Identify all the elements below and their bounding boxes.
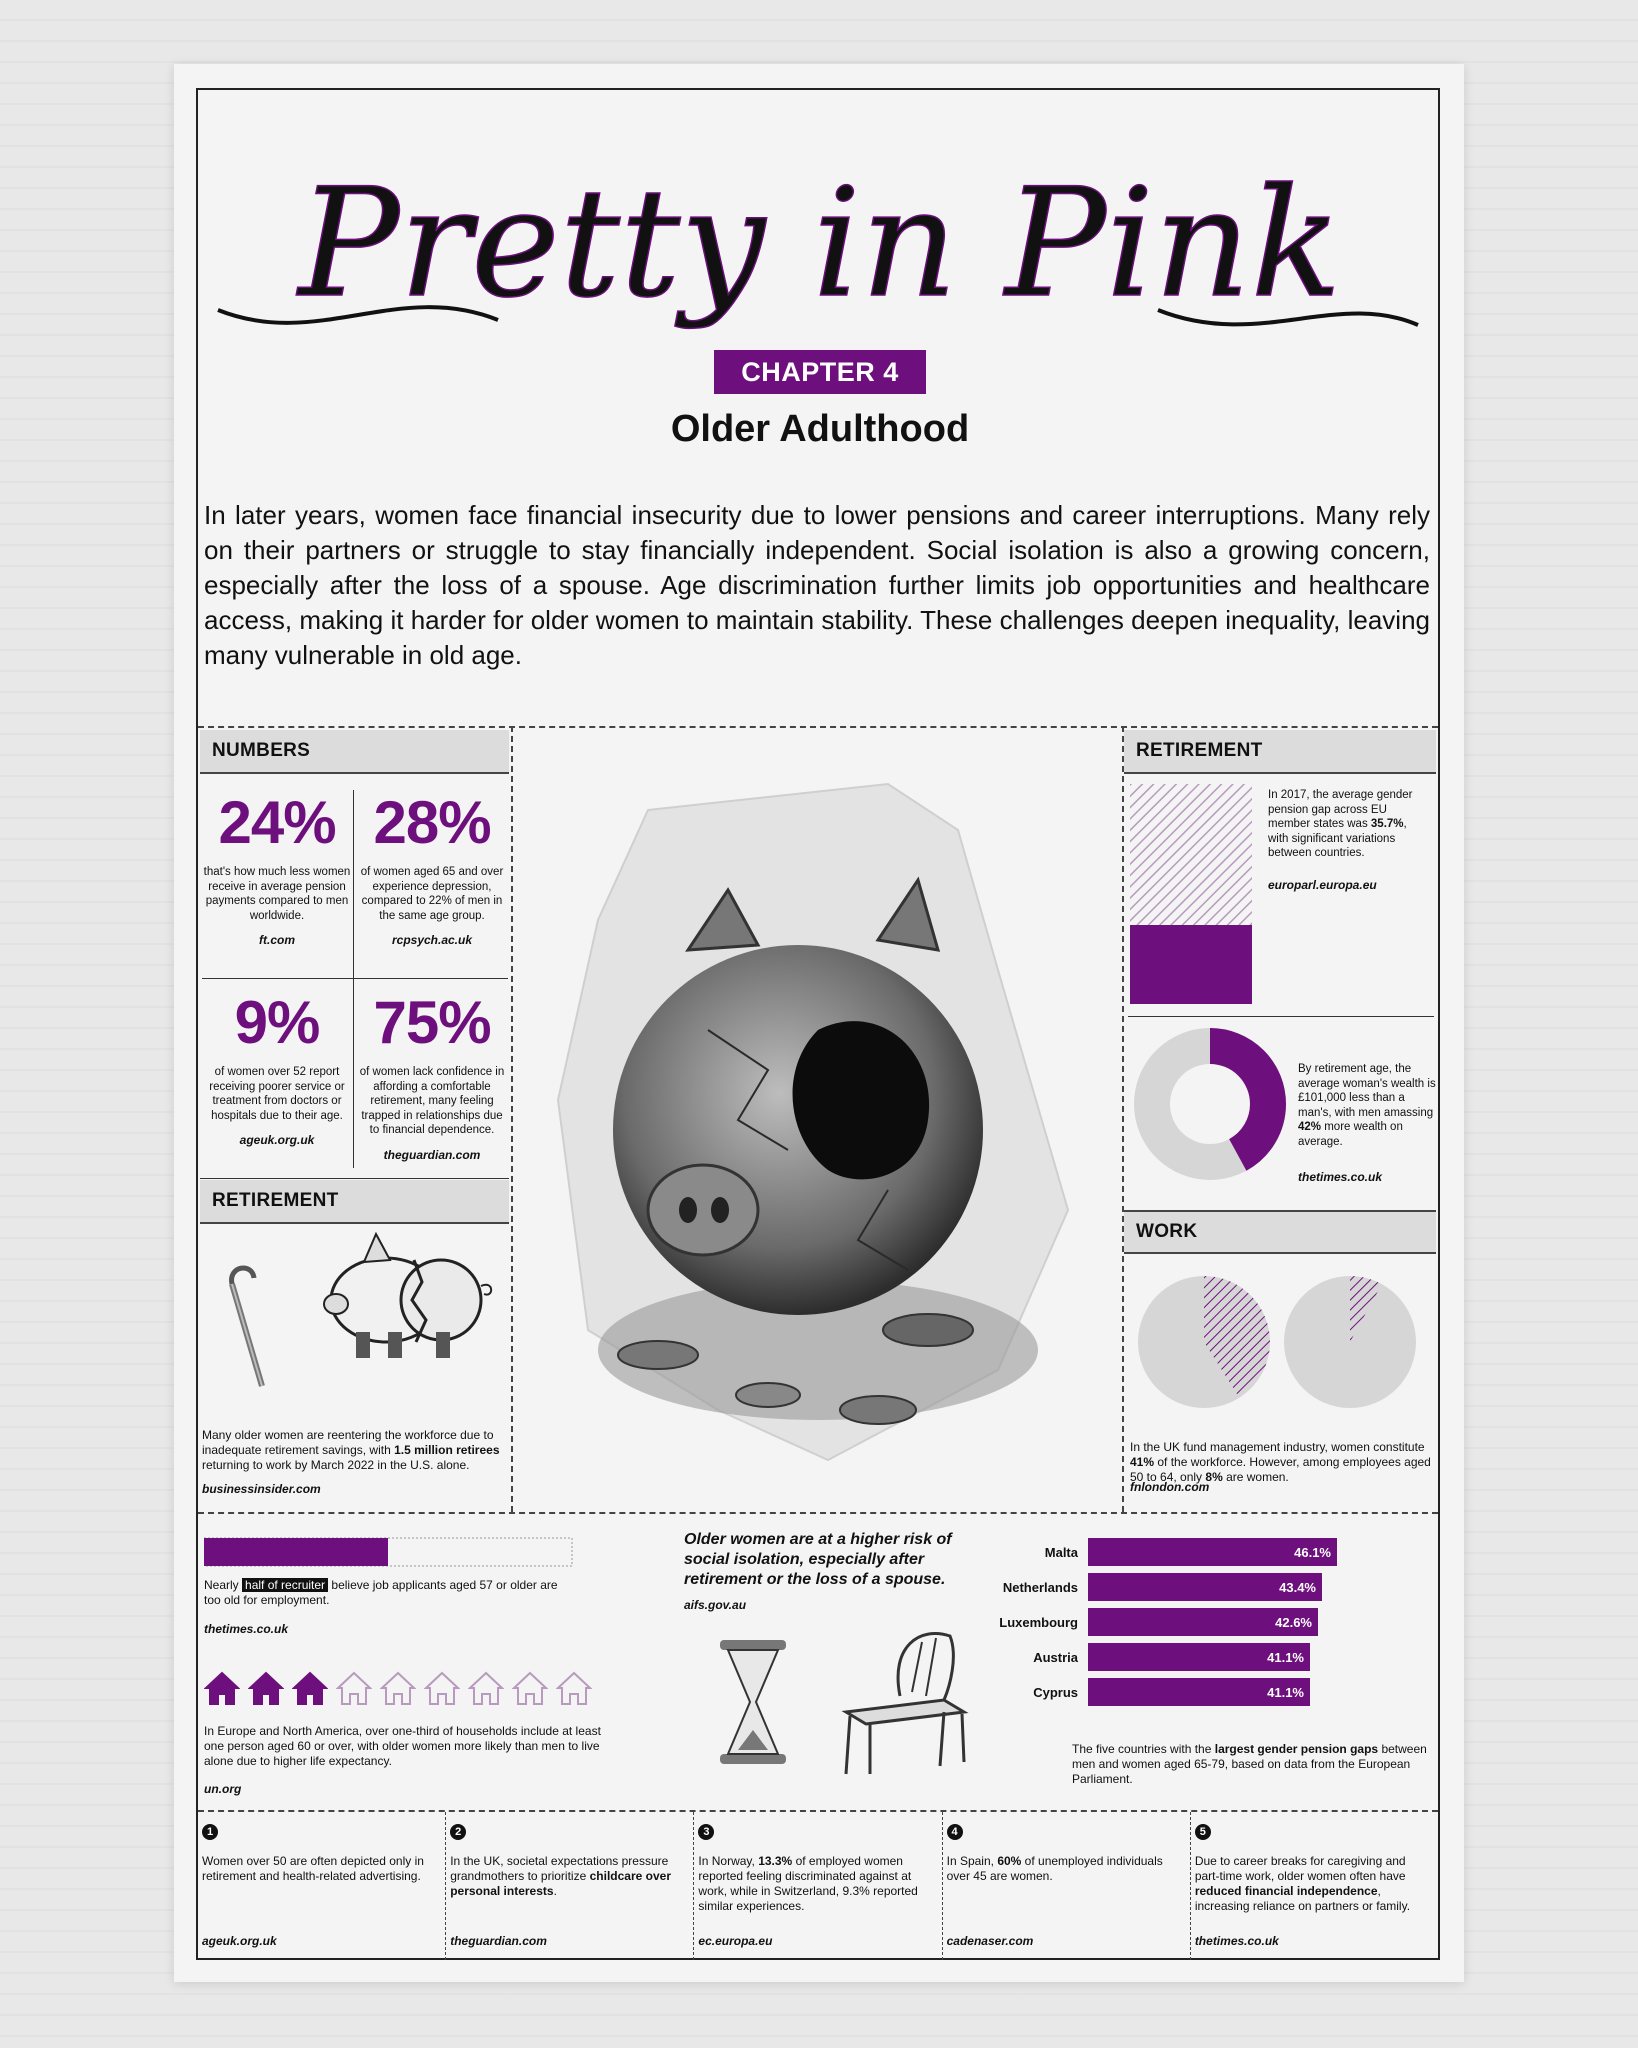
pension-gap-bar-chart	[988, 1538, 1428, 1713]
stat-value: 9%	[234, 989, 320, 1056]
divider	[1128, 1016, 1434, 1017]
divider	[202, 978, 508, 979]
fact-source: ageuk.org.uk	[202, 1934, 277, 1948]
broken-piggy-bank-icon	[316, 1220, 496, 1370]
stat-text: of women lack confidence in affording a comfortable retirement, many feeling trapped in relationships due to financial dependence.	[359, 1066, 505, 1136]
fact-card	[694, 1812, 942, 1960]
stat-card	[202, 988, 352, 1147]
bar: 43.4%	[1088, 1573, 1322, 1601]
fact-card	[446, 1812, 694, 1960]
bar: 46.1%	[1088, 1538, 1337, 1566]
stat-source: ft.com	[259, 933, 295, 947]
fact-source: theguardian.com	[450, 1934, 547, 1948]
retirement-right-heading: RETIREMENT	[1124, 730, 1436, 774]
recruiter-bar-fill	[204, 1538, 388, 1566]
house-outline-icon	[424, 1670, 460, 1706]
house-outline-icon	[556, 1670, 592, 1706]
cane-icon	[218, 1262, 278, 1392]
retirement-heading: RETIREMENT	[200, 1180, 509, 1224]
stat-source: rcpsych.ac.uk	[391, 933, 473, 947]
stat-value: 24%	[218, 789, 336, 856]
hourglass-icon	[718, 1638, 790, 1768]
chair-icon	[840, 1626, 970, 1776]
wealth-note: By retirement age, the average woman's wealth is £101,000 less than a man's, with men amassing 42% more wealth on average.	[1298, 1063, 1436, 1148]
pension-gap-source: europarl.europa.eu	[1268, 878, 1377, 892]
recruiter-note: Nearly half of recruiter believe job applicants aged 57 or older are too old for employment.	[204, 1578, 558, 1607]
fact-text: In Norway, 13.3% of employed women reported feeling discriminated against at work, while in Switzerland, 9.3% reported similar experiences.	[698, 1854, 918, 1913]
bar-category-label: Malta	[1044, 1544, 1078, 1560]
bar-row	[988, 1678, 1428, 1706]
fact-source: ec.europa.eu	[698, 1934, 773, 1948]
wealth-source: thetimes.co.uk	[1298, 1170, 1383, 1184]
work-heading: WORK	[1124, 1210, 1436, 1254]
retirement-source: businessinsider.com	[202, 1482, 321, 1496]
script-title-text: Pretty in Pink	[298, 157, 1342, 331]
fact-card	[198, 1812, 446, 1960]
fact-number-badge: 1	[202, 1824, 218, 1840]
pension-gap-chart-note: The five countries with the largest gender pension gaps between men and women aged 65-79, based on data from the European Parliament.	[1072, 1742, 1427, 1786]
bar-category-label: Luxembourg	[999, 1614, 1078, 1630]
fact-number-badge: 5	[1195, 1824, 1211, 1840]
bar-row	[988, 1608, 1428, 1636]
house-filled-icon	[292, 1670, 328, 1706]
retirement-note: Many older women are reentering the workforce due to inadequate retirement savings, with 1.5 million retirees returning to work by March 2022 in the U.S. alone.	[202, 1428, 500, 1472]
fact-source: cadenaser.com	[946, 1934, 1034, 1948]
recruiter-progress-bar	[204, 1536, 576, 1568]
stat-text: of women aged 65 and over experience depression, compared to 22% of men in the same age group.	[360, 866, 504, 922]
bar-row	[988, 1538, 1428, 1566]
bar-row	[988, 1643, 1428, 1671]
facts-row	[198, 1812, 1438, 1960]
fact-number-badge: 4	[947, 1824, 963, 1840]
fact-number-badge: 2	[450, 1824, 466, 1840]
fact-text: In the UK, societal expectations pressure grandmothers to prioritize childcare over personal interests.	[450, 1854, 671, 1898]
work-source: fnlondon.com	[1130, 1480, 1210, 1494]
bar: 41.1%	[1088, 1643, 1310, 1671]
recruiter-source: thetimes.co.uk	[204, 1622, 289, 1636]
house-outline-icon	[380, 1670, 416, 1706]
divider	[511, 726, 513, 1512]
wealth-donut-chart	[1132, 1026, 1288, 1182]
stat-value: 75%	[373, 989, 491, 1056]
broken-piggy-bank-photo	[528, 770, 1108, 1490]
stat-value: 28%	[373, 789, 491, 856]
pension-gap-fill	[1130, 925, 1252, 1004]
divider	[198, 726, 1438, 728]
house-filled-icon	[204, 1670, 240, 1706]
stat-source: ageuk.org.uk	[239, 1133, 315, 1147]
fact-text: In Spain, 60% of unemployed individuals over 45 are women.	[946, 1854, 1163, 1883]
page-title: Older Adulthood	[670, 408, 970, 450]
bar: 41.1%	[1088, 1678, 1310, 1706]
bar: 42.6%	[1088, 1608, 1318, 1636]
divider	[198, 1512, 1438, 1514]
chapter-badge: CHAPTER 4	[714, 350, 926, 394]
intro-paragraph: In later years, women face financial insecurity due to lower pensions and career interruptions. Many rely on their partners or struggle to stay financially independent. Social isolation is also a growing concern, especially after the loss of a spouse. Age discrimination further limits job opportunities and healthcare access, making it harder for older women to maintain stability. These challenges deepen inequality, leaving many vulnerable in old age.	[204, 500, 1430, 670]
house-filled-icon	[248, 1670, 284, 1706]
house-outline-icon	[336, 1670, 372, 1706]
script-title	[198, 110, 1442, 380]
poster-frame	[196, 88, 1440, 1960]
stat-card	[202, 788, 352, 947]
divider	[353, 790, 354, 1168]
bar-row	[988, 1573, 1428, 1601]
work-note: In the UK fund management industry, women constitute 41% of the workforce. However, among employees aged 50 to 64, only 8% are women.	[1130, 1440, 1431, 1484]
fact-text: Women over 50 are often depicted only in retirement and health-related advertising.	[202, 1854, 424, 1883]
fact-number-badge: 3	[698, 1824, 714, 1840]
poster-sheet	[174, 64, 1464, 1982]
fact-card	[1191, 1812, 1438, 1960]
stat-card	[356, 788, 508, 947]
fact-text: Due to career breaks for caregiving and part-time work, older women often have reduced financial independence, increasing reliance on partners or family.	[1194, 1854, 1411, 1913]
pension-gap-note: In 2017, the average gender pension gap across EU member states was 35.7%, with significant variations between countries.	[1268, 789, 1413, 859]
bar-category-label: Austria	[1033, 1649, 1078, 1665]
house-outline-icon	[468, 1670, 504, 1706]
fact-source: thetimes.co.uk	[1194, 1934, 1279, 1948]
stat-text: that's how much less women receive in average pension payments compared to men worldwide.	[203, 866, 351, 922]
stat-text: of women over 52 report receiving poorer service or treatment from doctors or hospitals due to their age.	[209, 1066, 345, 1122]
divider	[1122, 726, 1124, 1512]
isolation-quote: Older women are at a higher risk of social isolation, especially after retirement or the loss of a spouse.	[684, 1531, 952, 1588]
stat-source: theguardian.com	[383, 1147, 481, 1162]
households-source: un.org	[204, 1782, 242, 1796]
fact-card	[943, 1812, 1191, 1960]
stat-card	[356, 988, 508, 1162]
households-pictogram	[204, 1670, 592, 1706]
bar-category-label: Cyprus	[1033, 1684, 1078, 1700]
pension-gap-bar	[1130, 784, 1260, 1004]
isolation-source: aifs.gov.au	[684, 1598, 747, 1612]
numbers-heading: NUMBERS	[200, 730, 509, 774]
divider	[200, 1178, 509, 1179]
households-note: In Europe and North America, over one-third of households include at least one person aged 60 or over, with older women more likely than men to live alone due to higher life expectancy.	[204, 1724, 601, 1768]
house-outline-icon	[512, 1670, 548, 1706]
work-pie-charts	[1138, 1274, 1418, 1410]
bar-category-label: Netherlands	[1002, 1579, 1078, 1595]
